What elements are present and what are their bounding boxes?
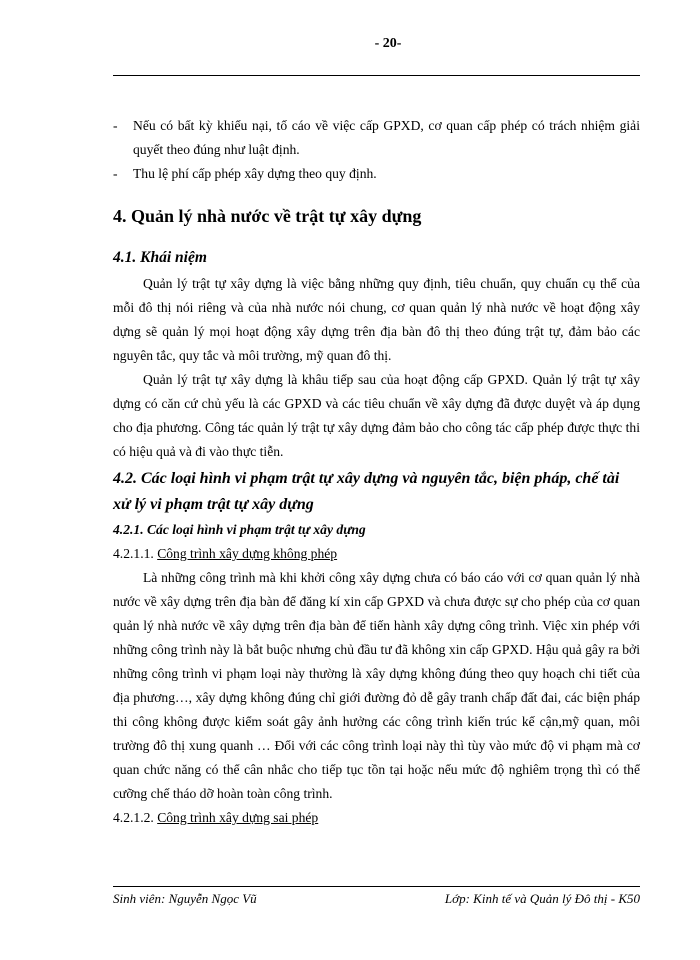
footer-class: Lớp: Kinh tế và Quản lý Đô thị - K50 bbox=[444, 891, 640, 906]
bullet-dash: - bbox=[113, 166, 118, 181]
footer bbox=[113, 891, 640, 907]
item-label: Công trình xây dựng không phép bbox=[157, 546, 338, 561]
bullet-dash: - bbox=[113, 118, 118, 133]
paragraph: Quản lý trật tự xây dựng là việc bằng những quy định, tiêu chuẩn, quy chuẩn cụ thể của mỗi đô thị nói riêng và của nhà nước nói chung, cơ quan quản lý nhà nước về hoạt động xây dựng sẽ quản lý mọi hoạt động xây dựng trên địa bàn đô thị theo đúng trật tự, đảm bảo các nguyên tắc, quy tắc và môi trường, mỹ quan đô thị. bbox=[113, 276, 640, 363]
footer-student: Sinh viên: Nguyễn Ngọc Vũ bbox=[113, 891, 257, 906]
bullet-text: Nếu có bất kỳ khiếu nại, tố cáo về việc cấp GPXD, cơ quan cấp phép có trách nhiệm giải quyết theo đúng như luật định. bbox=[133, 118, 640, 157]
page-number: - 20- bbox=[374, 36, 402, 51]
document-body bbox=[113, 114, 640, 830]
section-4-1-heading: 4.1. Khái niệm bbox=[113, 249, 207, 266]
paragraph: Quản lý trật tự xây dựng là khâu tiếp sau của hoạt động cấp GPXD. Quản lý trật tự xây dựng có căn cứ chủ yếu là các GPXD và các tiêu chuẩn về xây dựng đã được duyệt và áp dụng cho địa phương. Công tác quản lý trật tự xây dựng đảm bảo cho công tác cấp phép được thực thi có hiệu quả và đi vào thực tiễn. bbox=[113, 372, 640, 459]
section-4-2-heading: 4.2. Các loại hình vi phạm trật tự xây dựng và nguyên tắc, biện pháp, chế tài xử lý vi phạm trật tự xây dựng bbox=[113, 470, 620, 513]
bullet-text: Thu lệ phí cấp phép xây dựng theo quy định. bbox=[133, 166, 377, 181]
section-4-2-1-2-heading bbox=[113, 806, 640, 830]
header-divider bbox=[113, 75, 640, 76]
bullet-item bbox=[113, 114, 640, 162]
footer-divider bbox=[113, 886, 640, 887]
section-4-heading: 4. Quản lý nhà nước về trật tự xây dựng bbox=[113, 206, 422, 226]
item-number: 4.2.1.1. bbox=[113, 546, 154, 561]
item-label: Công trình xây dựng sai phép bbox=[157, 810, 319, 825]
section-4-2-1-heading: 4.2.1. Các loại hình vi phạm trật tự xây dựng bbox=[113, 522, 366, 537]
item-number: 4.2.1.2. bbox=[113, 810, 154, 825]
paragraph: Là những công trình mà khi khởi công xây dựng chưa có báo cáo với cơ quan quản lý nhà nước về xây dựng trên địa bàn để đăng kí xin cấp GPXD và chưa được sự cho phép của cơ quan quản lý nhà nước về xây dựng trên địa bàn để tiến hành xây dựng công trình. Việc xin phép với những công trình này là bắt buộc nhưng chủ đầu tư đã không xin cấp GPXD. Hậu quả gây ra bởi những công trình vi phạm loại này thường là xây dựng không đúng theo quy hoạch chi tiết của địa phương…, xây dựng không đúng chỉ giới đường đỏ dễ gây tranh chấp đất đai, các biện pháp thi công không được kiểm soát gây ảnh hưởng các công trình kiến trúc kế cận,mỹ quan, môi trường đô thị xung quanh … Đối với các công trình loại này thì tùy vào mức độ vi phạm mà cơ quan chức năng có thể cân nhắc cho tiếp tục tồn tại hoặc nếu mức độ nghiêm trọng thì có thể cưỡng chế tháo dỡ hoàn toàn công trình. bbox=[113, 570, 640, 801]
bullet-item bbox=[113, 162, 640, 186]
section-4-2-1-1-heading bbox=[113, 542, 640, 566]
